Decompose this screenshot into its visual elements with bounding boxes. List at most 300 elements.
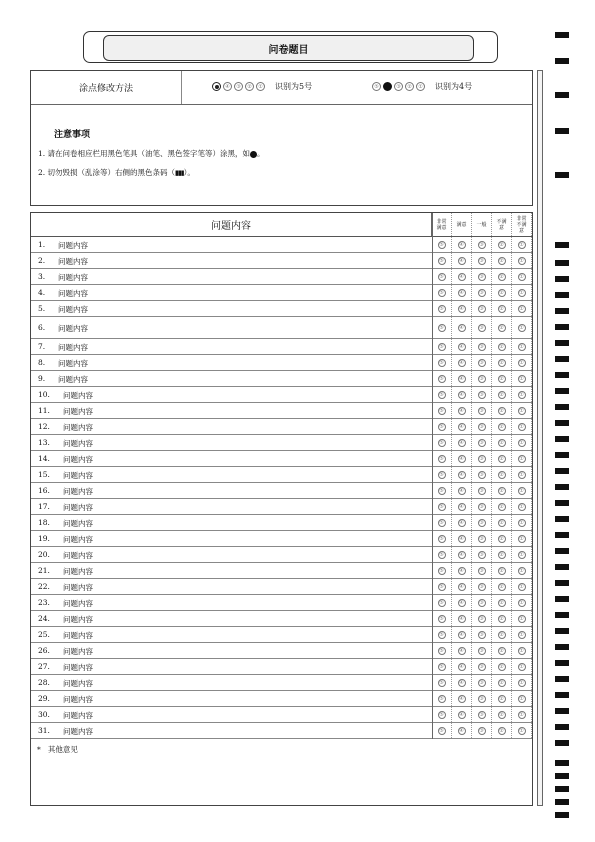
answer-bubble-icon[interactable]: ④ [459,257,464,264]
answer-cell[interactable] [452,579,472,594]
answer-cell[interactable] [512,467,532,482]
answer-bubble-icon[interactable]: ⑤ [439,663,444,670]
answer-bubble-icon[interactable]: ③ [479,343,484,350]
answer-cell[interactable] [432,547,452,562]
answer-bubble-icon[interactable]: ⑤ [439,407,444,414]
answer-cell[interactable] [492,531,512,546]
answer-cell[interactable] [452,723,472,738]
answer-cell[interactable] [432,595,452,610]
answer-cell[interactable] [492,371,512,386]
answer-bubble-icon[interactable]: ② [499,727,504,734]
answer-bubble-icon[interactable]: ④ [459,711,464,718]
answer-bubble-icon[interactable]: ① [519,455,524,462]
answer-cell[interactable] [452,419,472,434]
answer-cell[interactable] [472,355,492,370]
answer-bubble-icon[interactable]: ② [499,471,504,478]
answer-cell[interactable] [432,675,452,690]
answer-bubble-icon[interactable]: ⑤ [439,324,444,331]
answer-bubble-icon[interactable]: ④ [459,289,464,296]
answer-bubble-icon[interactable]: ④ [459,273,464,280]
answer-cell[interactable] [472,253,492,268]
answer-bubble-icon[interactable]: ② [499,647,504,654]
answer-cell[interactable] [452,595,472,610]
answer-bubble-icon[interactable]: ④ [459,679,464,686]
answer-cell[interactable] [492,675,512,690]
answer-cell[interactable] [452,643,472,658]
answer-bubble-icon[interactable]: ⑤ [439,273,444,280]
answer-cell[interactable] [452,285,472,300]
answer-cell[interactable] [432,515,452,530]
answer-cell[interactable] [452,253,472,268]
answer-cell[interactable] [432,707,452,722]
answer-cell[interactable] [512,643,532,658]
answer-cell[interactable] [512,269,532,284]
answer-cell[interactable] [472,301,492,316]
answer-cell[interactable] [452,339,472,354]
answer-cell[interactable] [452,451,472,466]
answer-bubble-icon[interactable]: ⑤ [439,631,444,638]
answer-bubble-icon[interactable]: ① [519,423,524,430]
answer-cell[interactable] [472,371,492,386]
answer-cell[interactable] [492,317,512,338]
answer-bubble-icon[interactable]: ④ [459,599,464,606]
answer-cell[interactable] [452,435,472,450]
answer-cell[interactable] [472,467,492,482]
answer-cell[interactable] [472,547,492,562]
answer-cell[interactable] [512,403,532,418]
answer-cell[interactable] [472,627,492,642]
answer-bubble-icon[interactable]: ⑤ [439,647,444,654]
answer-cell[interactable] [492,301,512,316]
answer-bubble-icon[interactable]: ① [519,711,524,718]
answer-bubble-icon[interactable]: ② [499,407,504,414]
answer-cell[interactable] [512,707,532,722]
answer-bubble-icon[interactable]: ② [499,663,504,670]
answer-bubble-icon[interactable]: ② [499,439,504,446]
answer-bubble-icon[interactable]: ③ [479,257,484,264]
answer-cell[interactable] [432,371,452,386]
answer-cell[interactable] [492,483,512,498]
answer-bubble-icon[interactable]: ④ [459,551,464,558]
answer-cell[interactable] [472,339,492,354]
answer-bubble-icon[interactable]: ④ [459,567,464,574]
answer-cell[interactable] [452,563,472,578]
answer-cell[interactable] [512,285,532,300]
answer-cell[interactable] [432,339,452,354]
answer-bubble-icon[interactable]: ⑤ [439,615,444,622]
answer-bubble-icon[interactable]: ③ [479,471,484,478]
answer-bubble-icon[interactable]: ③ [479,375,484,382]
answer-bubble-icon[interactable]: ① [519,407,524,414]
answer-cell[interactable] [512,435,532,450]
answer-cell[interactable] [432,355,452,370]
answer-cell[interactable] [512,339,532,354]
answer-bubble-icon[interactable]: ⑤ [439,439,444,446]
answer-bubble-icon[interactable]: ④ [459,455,464,462]
answer-bubble-icon[interactable]: ② [499,567,504,574]
answer-bubble-icon[interactable]: ① [519,567,524,574]
answer-bubble-icon[interactable]: ② [499,519,504,526]
answer-cell[interactable] [492,515,512,530]
answer-bubble-icon[interactable]: ⑤ [439,359,444,366]
answer-bubble-icon[interactable]: ④ [459,343,464,350]
answer-cell[interactable] [512,595,532,610]
answer-cell[interactable] [472,579,492,594]
answer-cell[interactable] [432,301,452,316]
answer-cell[interactable] [512,547,532,562]
answer-cell[interactable] [492,611,512,626]
answer-bubble-icon[interactable]: ③ [479,273,484,280]
answer-bubble-icon[interactable]: ⑤ [439,455,444,462]
answer-bubble-icon[interactable]: ② [499,305,504,312]
answer-cell[interactable] [432,723,452,738]
answer-cell[interactable] [452,237,472,252]
answer-cell[interactable] [432,403,452,418]
answer-bubble-icon[interactable]: ③ [479,289,484,296]
answer-bubble-icon[interactable]: ⑤ [439,375,444,382]
answer-cell[interactable] [492,435,512,450]
answer-cell[interactable] [472,285,492,300]
answer-bubble-icon[interactable]: ② [499,503,504,510]
answer-bubble-icon[interactable]: ② [499,359,504,366]
answer-cell[interactable] [512,387,532,402]
answer-cell[interactable] [512,253,532,268]
answer-cell[interactable] [492,659,512,674]
answer-bubble-icon[interactable]: ② [499,679,504,686]
answer-bubble-icon[interactable]: ④ [459,615,464,622]
answer-bubble-icon[interactable]: ④ [459,727,464,734]
answer-bubble-icon[interactable]: ① [519,535,524,542]
answer-cell[interactable] [472,643,492,658]
answer-cell[interactable] [512,627,532,642]
answer-bubble-icon[interactable]: ⑤ [439,257,444,264]
answer-bubble-icon[interactable]: ① [519,519,524,526]
answer-cell[interactable] [512,611,532,626]
answer-bubble-icon[interactable]: ① [519,647,524,654]
answer-bubble-icon[interactable]: ① [519,663,524,670]
answer-cell[interactable] [512,515,532,530]
answer-cell[interactable] [492,237,512,252]
answer-bubble-icon[interactable]: ⑤ [439,305,444,312]
answer-cell[interactable] [472,403,492,418]
answer-cell[interactable] [492,339,512,354]
answer-cell[interactable] [472,483,492,498]
answer-bubble-icon[interactable]: ④ [459,631,464,638]
answer-bubble-icon[interactable]: ⑤ [439,567,444,574]
answer-bubble-icon[interactable]: ④ [459,423,464,430]
answer-bubble-icon[interactable]: ⑤ [439,535,444,542]
answer-bubble-icon[interactable]: ③ [479,535,484,542]
answer-bubble-icon[interactable]: ④ [459,324,464,331]
answer-bubble-icon[interactable]: ⑤ [439,423,444,430]
answer-bubble-icon[interactable]: ④ [459,695,464,702]
answer-cell[interactable] [472,723,492,738]
answer-cell[interactable] [432,627,452,642]
answer-bubble-icon[interactable]: ③ [479,455,484,462]
answer-bubble-icon[interactable]: ① [519,727,524,734]
answer-bubble-icon[interactable]: ② [499,273,504,280]
answer-bubble-icon[interactable]: ④ [459,583,464,590]
answer-bubble-icon[interactable]: ③ [479,647,484,654]
answer-bubble-icon[interactable]: ③ [479,439,484,446]
answer-cell[interactable] [452,355,472,370]
answer-cell[interactable] [432,253,452,268]
answer-bubble-icon[interactable]: ② [499,583,504,590]
answer-cell[interactable] [432,659,452,674]
answer-bubble-icon[interactable]: ④ [459,407,464,414]
answer-bubble-icon[interactable]: ① [519,375,524,382]
answer-cell[interactable] [492,579,512,594]
answer-bubble-icon[interactable]: ③ [479,391,484,398]
answer-bubble-icon[interactable]: ⑤ [439,503,444,510]
answer-cell[interactable] [512,579,532,594]
answer-cell[interactable] [452,269,472,284]
answer-cell[interactable] [432,563,452,578]
answer-cell[interactable] [452,547,472,562]
answer-cell[interactable] [432,435,452,450]
answer-bubble-icon[interactable]: ③ [479,551,484,558]
answer-bubble-icon[interactable]: ① [519,599,524,606]
answer-cell[interactable] [492,451,512,466]
answer-cell[interactable] [432,611,452,626]
answer-cell[interactable] [432,531,452,546]
answer-cell[interactable] [512,691,532,706]
answer-bubble-icon[interactable]: ⑤ [439,471,444,478]
answer-bubble-icon[interactable]: ③ [479,407,484,414]
answer-bubble-icon[interactable]: ④ [459,359,464,366]
answer-cell[interactable] [472,451,492,466]
answer-bubble-icon[interactable]: ④ [459,663,464,670]
answer-bubble-icon[interactable]: ① [519,679,524,686]
answer-cell[interactable] [512,531,532,546]
answer-cell[interactable] [512,723,532,738]
answer-bubble-icon[interactable]: ② [499,615,504,622]
answer-bubble-icon[interactable]: ① [519,631,524,638]
answer-cell[interactable] [472,563,492,578]
answer-cell[interactable] [472,387,492,402]
answer-cell[interactable] [492,467,512,482]
answer-cell[interactable] [492,499,512,514]
answer-cell[interactable] [432,467,452,482]
answer-cell[interactable] [472,531,492,546]
answer-bubble-icon[interactable]: ② [499,391,504,398]
answer-bubble-icon[interactable]: ① [519,615,524,622]
answer-bubble-icon[interactable]: ② [499,487,504,494]
answer-cell[interactable] [512,659,532,674]
answer-cell[interactable] [472,317,492,338]
answer-bubble-icon[interactable]: ④ [459,535,464,542]
answer-bubble-icon[interactable]: ⑤ [439,583,444,590]
answer-cell[interactable] [472,515,492,530]
answer-cell[interactable] [492,419,512,434]
answer-cell[interactable] [512,371,532,386]
answer-cell[interactable] [452,371,472,386]
answer-bubble-icon[interactable]: ③ [479,324,484,331]
answer-bubble-icon[interactable]: ② [499,324,504,331]
answer-cell[interactable] [492,253,512,268]
answer-cell[interactable] [492,403,512,418]
answer-cell[interactable] [512,419,532,434]
answer-cell[interactable] [432,237,452,252]
answer-cell[interactable] [452,659,472,674]
answer-bubble-icon[interactable]: ① [519,695,524,702]
answer-bubble-icon[interactable]: ④ [459,647,464,654]
answer-cell[interactable] [512,237,532,252]
answer-cell[interactable] [432,499,452,514]
answer-cell[interactable] [472,611,492,626]
answer-bubble-icon[interactable]: ① [519,324,524,331]
answer-bubble-icon[interactable]: ③ [479,695,484,702]
answer-bubble-icon[interactable]: ② [499,455,504,462]
answer-bubble-icon[interactable]: ③ [479,679,484,686]
answer-bubble-icon[interactable]: ④ [459,439,464,446]
answer-cell[interactable] [512,675,532,690]
answer-bubble-icon[interactable]: ② [499,599,504,606]
answer-cell[interactable] [512,483,532,498]
answer-bubble-icon[interactable]: ① [519,289,524,296]
answer-bubble-icon[interactable]: ① [519,551,524,558]
answer-bubble-icon[interactable]: ⑤ [439,695,444,702]
answer-bubble-icon[interactable]: ③ [479,631,484,638]
answer-cell[interactable] [452,515,472,530]
answer-cell[interactable] [472,595,492,610]
answer-cell[interactable] [492,723,512,738]
answer-cell[interactable] [492,285,512,300]
answer-bubble-icon[interactable]: ① [519,471,524,478]
answer-cell[interactable] [452,387,472,402]
answer-cell[interactable] [512,499,532,514]
answer-bubble-icon[interactable]: ③ [479,615,484,622]
answer-bubble-icon[interactable]: ② [499,257,504,264]
answer-cell[interactable] [432,285,452,300]
answer-bubble-icon[interactable]: ② [499,241,504,248]
answer-bubble-icon[interactable]: ⑤ [439,241,444,248]
answer-cell[interactable] [472,237,492,252]
answer-cell[interactable] [432,483,452,498]
answer-cell[interactable] [452,675,472,690]
answer-cell[interactable] [452,531,472,546]
answer-cell[interactable] [432,419,452,434]
answer-bubble-icon[interactable]: ⑤ [439,289,444,296]
answer-bubble-icon[interactable]: ② [499,343,504,350]
answer-bubble-icon[interactable]: ① [519,503,524,510]
answer-cell[interactable] [432,317,452,338]
answer-cell[interactable] [432,387,452,402]
answer-bubble-icon[interactable]: ④ [459,391,464,398]
answer-bubble-icon[interactable]: ① [519,343,524,350]
answer-bubble-icon[interactable]: ① [519,305,524,312]
answer-bubble-icon[interactable]: ③ [479,241,484,248]
answer-bubble-icon[interactable]: ⑤ [439,727,444,734]
answer-bubble-icon[interactable]: ③ [479,727,484,734]
answer-bubble-icon[interactable]: ③ [479,503,484,510]
answer-cell[interactable] [452,611,472,626]
answer-cell[interactable] [492,547,512,562]
answer-bubble-icon[interactable]: ③ [479,583,484,590]
answer-cell[interactable] [452,317,472,338]
answer-bubble-icon[interactable]: ① [519,391,524,398]
answer-bubble-icon[interactable]: ④ [459,471,464,478]
answer-bubble-icon[interactable]: ② [499,711,504,718]
answer-cell[interactable] [492,269,512,284]
answer-bubble-icon[interactable]: ② [499,289,504,296]
answer-bubble-icon[interactable]: ② [499,375,504,382]
answer-bubble-icon[interactable]: ② [499,535,504,542]
answer-cell[interactable] [452,627,472,642]
answer-bubble-icon[interactable]: ② [499,631,504,638]
answer-cell[interactable] [492,355,512,370]
answer-bubble-icon[interactable]: ① [519,257,524,264]
answer-cell[interactable] [472,269,492,284]
answer-bubble-icon[interactable]: ① [519,583,524,590]
answer-cell[interactable] [432,643,452,658]
answer-cell[interactable] [452,499,472,514]
answer-cell[interactable] [432,451,452,466]
answer-bubble-icon[interactable]: ⑤ [439,679,444,686]
answer-cell[interactable] [512,563,532,578]
answer-cell[interactable] [472,499,492,514]
answer-bubble-icon[interactable]: ② [499,695,504,702]
answer-cell[interactable] [452,467,472,482]
answer-cell[interactable] [472,707,492,722]
answer-bubble-icon[interactable]: ② [499,551,504,558]
answer-bubble-icon[interactable]: ⑤ [439,343,444,350]
answer-bubble-icon[interactable]: ③ [479,663,484,670]
answer-bubble-icon[interactable]: ⑤ [439,391,444,398]
answer-bubble-icon[interactable]: ⑤ [439,519,444,526]
answer-cell[interactable] [472,659,492,674]
answer-cell[interactable] [492,627,512,642]
answer-bubble-icon[interactable]: ④ [459,503,464,510]
answer-cell[interactable] [492,595,512,610]
answer-cell[interactable] [512,451,532,466]
answer-cell[interactable] [472,419,492,434]
answer-bubble-icon[interactable]: ③ [479,567,484,574]
answer-cell[interactable] [512,301,532,316]
answer-cell[interactable] [492,563,512,578]
answer-bubble-icon[interactable]: ① [519,487,524,494]
answer-bubble-icon[interactable]: ⑤ [439,599,444,606]
answer-cell[interactable] [492,691,512,706]
answer-bubble-icon[interactable]: ③ [479,711,484,718]
answer-cell[interactable] [452,691,472,706]
answer-cell[interactable] [472,435,492,450]
answer-cell[interactable] [492,643,512,658]
answer-bubble-icon[interactable]: ① [519,241,524,248]
answer-bubble-icon[interactable]: ③ [479,423,484,430]
answer-cell[interactable] [432,269,452,284]
answer-bubble-icon[interactable]: ② [499,423,504,430]
answer-bubble-icon[interactable]: ④ [459,375,464,382]
answer-cell[interactable] [452,301,472,316]
answer-cell[interactable] [492,707,512,722]
answer-cell[interactable] [432,579,452,594]
answer-bubble-icon[interactable]: ⑤ [439,711,444,718]
answer-bubble-icon[interactable]: ⑤ [439,551,444,558]
answer-bubble-icon[interactable]: ① [519,359,524,366]
answer-bubble-icon[interactable]: ⑤ [439,487,444,494]
answer-bubble-icon[interactable]: ① [519,439,524,446]
answer-cell[interactable] [512,355,532,370]
answer-bubble-icon[interactable]: ③ [479,599,484,606]
answer-bubble-icon[interactable]: ③ [479,305,484,312]
answer-bubble-icon[interactable]: ③ [479,487,484,494]
answer-cell[interactable] [472,675,492,690]
answer-cell[interactable] [472,691,492,706]
answer-cell[interactable] [452,483,472,498]
answer-bubble-icon[interactable]: ④ [459,487,464,494]
answer-cell[interactable] [432,691,452,706]
